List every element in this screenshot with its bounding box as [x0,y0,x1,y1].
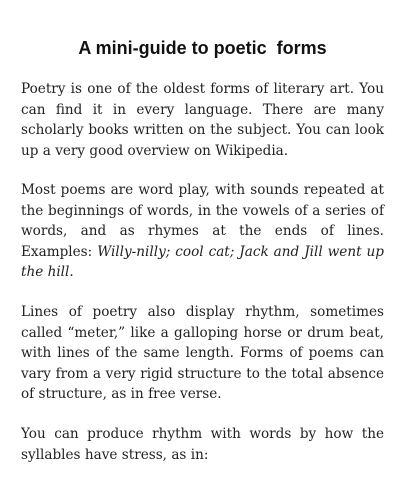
paragraph-stress: You can produce rhythm with words by how the syllables have stress, as in: [21,426,384,463]
examples-label: Examples: [21,243,93,260]
paragraph-intro: Poetry is one of the oldest forms of literary art. You can find it in every language. There are many scholarly books written on the subject. You can look up a very good overview on Wikipedia. [21,81,384,159]
wordplay-text: Most poems are word play, with sounds repeated at the beginnings of words, in the vowels of a series of words, and as rhymes at the ends of lines. [21,182,384,240]
page-title: A mini-guide to poetic forms [78,38,327,58]
paragraph-rhythm: Lines of poetry also display rhythm, sometimes called “meter,” like a galloping horse or drum beat, with lines of the same length. Forms of poems can vary from a very rigid structure to the total absence of structure, as in free verse. [21,304,384,403]
examples-text: Willy-nilly; cool cat; Jack and Jill went up the hill. [21,243,384,281]
paragraph-wordplay [21,180,384,283]
